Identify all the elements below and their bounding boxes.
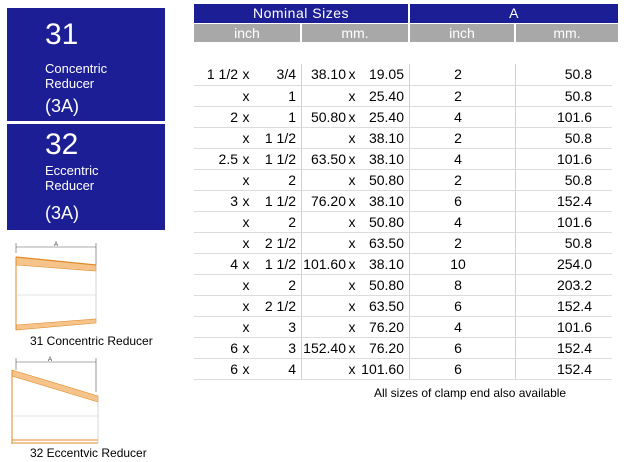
mm-size-b-cell: 25.40: [358, 106, 406, 127]
a-mm-cell: 101.6: [510, 106, 612, 127]
inch-size-b-cell: 3: [254, 337, 302, 358]
a-inch-cell: 4: [406, 316, 510, 337]
eccentric-reducer-drawing: [8, 352, 108, 447]
a-inch-cell: 2: [406, 85, 510, 106]
a-mm-cell: 152.4: [510, 190, 612, 211]
inch-size-b-cell: 2: [254, 274, 302, 295]
mm-times-cell: x: [346, 106, 358, 127]
mm-times-cell: x: [346, 337, 358, 358]
mm-times-cell: x: [346, 358, 358, 379]
a-inch-cell: 4: [406, 211, 510, 232]
inch-times-cell: x: [238, 85, 254, 106]
mm-size-a-cell: [302, 85, 346, 106]
mm-times-cell: x: [346, 274, 358, 295]
mm-times-cell: x: [346, 211, 358, 232]
table-row: [194, 316, 612, 337]
table-row: [194, 295, 612, 316]
inch-size-b-cell: 1 1/2: [254, 253, 302, 274]
mm-size-a-cell: 101.60: [302, 253, 346, 274]
a-inch-cell: 2: [406, 127, 510, 148]
mm-size-b-cell: 76.20: [358, 337, 406, 358]
table-row: [194, 274, 612, 295]
a-mm-cell: 152.4: [510, 337, 612, 358]
inch-size-a-cell: [194, 316, 238, 337]
eccentric-reducer-caption: 32 Eccentvic Reducer: [30, 446, 147, 460]
nominal-mm-subheader: mm.: [302, 24, 408, 42]
inch-size-a-cell: 1 1/2: [194, 64, 238, 85]
product-name-line1: Eccentric: [45, 163, 99, 178]
mm-times-cell: x: [346, 64, 358, 85]
a-inch-cell: 10: [406, 253, 510, 274]
mm-times-cell: x: [346, 232, 358, 253]
product-card-31: [7, 8, 165, 121]
mm-size-a-cell: [302, 211, 346, 232]
concentric-reducer-caption: 31 Concentric Reducer: [30, 334, 153, 348]
inch-size-a-cell: [194, 295, 238, 316]
table-row: [194, 358, 612, 379]
nominal-inch-subheader: inch: [194, 24, 300, 42]
mm-size-a-cell: [302, 169, 346, 190]
mm-size-a-cell: 76.20: [302, 190, 346, 211]
table-row: [194, 211, 612, 232]
mm-size-b-cell: 63.50: [358, 232, 406, 253]
inch-times-cell: x: [238, 295, 254, 316]
a-mm-cell: 50.8: [510, 169, 612, 190]
mm-size-a-cell: 63.50: [302, 148, 346, 169]
a-inch-cell: 4: [406, 106, 510, 127]
table-row: [194, 232, 612, 253]
mm-times-cell: x: [346, 316, 358, 337]
a-inch-cell: 6: [406, 295, 510, 316]
inch-times-cell: x: [238, 106, 254, 127]
mm-size-b-cell: 38.10: [358, 253, 406, 274]
mm-size-a-cell: 50.80: [302, 106, 346, 127]
a-mm-cell: 152.4: [510, 295, 612, 316]
table-row: [194, 190, 612, 211]
mm-times-cell: x: [346, 127, 358, 148]
nominal-sizes-header: Nominal Sizes: [194, 4, 408, 23]
a-inch-cell: 2: [406, 169, 510, 190]
a-mm-cell: 101.6: [510, 316, 612, 337]
table-row: [194, 127, 612, 148]
mm-size-b-cell: 50.80: [358, 274, 406, 295]
mm-size-b-cell: 76.20: [358, 316, 406, 337]
inch-times-cell: x: [238, 148, 254, 169]
concentric-reducer-drawing: [8, 235, 108, 335]
a-mm-cell: 152.4: [510, 358, 612, 379]
product-card-32: [7, 124, 165, 230]
inch-times-cell: x: [238, 274, 254, 295]
clamp-end-note: All sizes of clamp end also available: [374, 386, 567, 400]
product-name-line1: Concentric: [45, 61, 108, 76]
mm-size-b-cell: 38.10: [358, 190, 406, 211]
reducer-size-table: [194, 64, 612, 380]
dimension-label: A: [54, 242, 59, 248]
dimension-label: A: [48, 357, 53, 363]
inch-size-a-cell: [194, 127, 238, 148]
inch-times-cell: x: [238, 253, 254, 274]
a-inch-cell: 8: [406, 274, 510, 295]
table-row: [194, 169, 612, 190]
inch-times-cell: x: [238, 316, 254, 337]
a-header: A: [410, 4, 618, 23]
a-mm-cell: 50.8: [510, 85, 612, 106]
inch-size-a-cell: [194, 274, 238, 295]
mm-size-a-cell: [302, 295, 346, 316]
inch-size-a-cell: 3: [194, 190, 238, 211]
a-mm-cell: 101.6: [510, 148, 612, 169]
inch-times-cell: x: [238, 337, 254, 358]
a-inch-subheader: inch: [410, 24, 514, 42]
inch-size-a-cell: [194, 169, 238, 190]
mm-size-b-cell: 19.05: [358, 64, 406, 85]
product-number: 32: [45, 128, 79, 161]
mm-times-cell: x: [346, 253, 358, 274]
mm-size-a-cell: [302, 316, 346, 337]
inch-size-a-cell: 6: [194, 337, 238, 358]
inch-size-b-cell: 3: [254, 316, 302, 337]
a-mm-subheader: mm.: [516, 24, 618, 42]
a-mm-cell: 101.6: [510, 211, 612, 232]
product-code: (3A): [45, 96, 80, 116]
a-inch-cell: 2: [406, 64, 510, 85]
a-mm-cell: 203.2: [510, 274, 612, 295]
a-inch-cell: 2: [406, 232, 510, 253]
mm-size-b-cell: 25.40: [358, 85, 406, 106]
table-row: [194, 64, 612, 85]
inch-size-b-cell: 1 1/2: [254, 127, 302, 148]
mm-size-a-cell: 152.40: [302, 337, 346, 358]
inch-times-cell: x: [238, 232, 254, 253]
inch-size-a-cell: 4: [194, 253, 238, 274]
inch-size-a-cell: 2.5: [194, 148, 238, 169]
table-row: [194, 337, 612, 358]
mm-times-cell: x: [346, 169, 358, 190]
a-inch-cell: 6: [406, 337, 510, 358]
inch-size-a-cell: 2: [194, 106, 238, 127]
inch-size-b-cell: 2 1/2: [254, 232, 302, 253]
inch-size-b-cell: 2 1/2: [254, 295, 302, 316]
mm-size-a-cell: [302, 232, 346, 253]
inch-size-b-cell: 1 1/2: [254, 148, 302, 169]
mm-size-b-cell: 63.50: [358, 295, 406, 316]
product-name: [45, 61, 107, 91]
a-mm-cell: 50.8: [510, 232, 612, 253]
a-mm-cell: 254.0: [510, 253, 612, 274]
inch-times-cell: x: [238, 127, 254, 148]
inch-size-b-cell: 1 1/2: [254, 190, 302, 211]
mm-size-b-cell: 38.10: [358, 148, 406, 169]
a-inch-cell: 6: [406, 358, 510, 379]
table-row: [194, 106, 612, 127]
inch-size-a-cell: [194, 232, 238, 253]
inch-times-cell: x: [238, 358, 254, 379]
product-name-line2: Reducer: [45, 178, 95, 193]
product-name: [45, 163, 98, 193]
a-inch-cell: 6: [406, 190, 510, 211]
mm-size-a-cell: [302, 358, 346, 379]
mm-size-b-cell: 50.80: [358, 211, 406, 232]
inch-size-b-cell: 1: [254, 85, 302, 106]
mm-size-a-cell: [302, 127, 346, 148]
a-inch-cell: 4: [406, 148, 510, 169]
inch-size-b-cell: 1: [254, 106, 302, 127]
mm-times-cell: x: [346, 190, 358, 211]
table-row: [194, 253, 612, 274]
product-code: (3A): [45, 203, 80, 223]
inch-times-cell: x: [238, 211, 254, 232]
product-number: 31: [45, 18, 79, 51]
mm-size-b-cell: 101.60: [358, 358, 406, 379]
mm-size-b-cell: 38.10: [358, 127, 406, 148]
inch-size-b-cell: 3/4: [254, 64, 302, 85]
a-mm-cell: 50.8: [510, 64, 612, 85]
inch-size-b-cell: 2: [254, 169, 302, 190]
table-row: [194, 85, 612, 106]
a-mm-cell: 50.8: [510, 127, 612, 148]
mm-times-cell: x: [346, 295, 358, 316]
inch-times-cell: x: [238, 64, 254, 85]
inch-size-a-cell: 6: [194, 358, 238, 379]
inch-size-b-cell: 4: [254, 358, 302, 379]
inch-size-a-cell: [194, 85, 238, 106]
mm-size-a-cell: 38.10: [302, 64, 346, 85]
table-row: [194, 148, 612, 169]
inch-times-cell: x: [238, 169, 254, 190]
mm-size-b-cell: 50.80: [358, 169, 406, 190]
inch-size-a-cell: [194, 211, 238, 232]
mm-times-cell: x: [346, 85, 358, 106]
inch-times-cell: x: [238, 190, 254, 211]
inch-size-b-cell: 2: [254, 211, 302, 232]
product-name-line2: Reducer: [45, 76, 95, 91]
mm-times-cell: x: [346, 148, 358, 169]
mm-size-a-cell: [302, 274, 346, 295]
